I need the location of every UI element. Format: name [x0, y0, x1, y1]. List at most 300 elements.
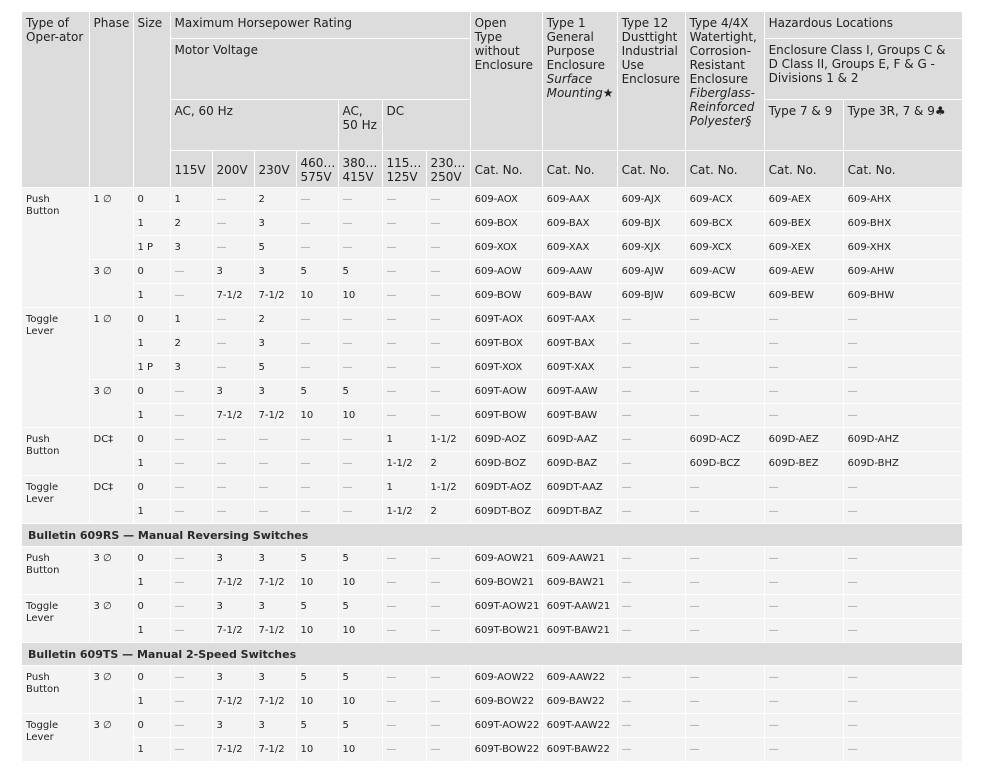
- cell-v200: 7-1/2: [212, 690, 254, 714]
- cell-v380: 5: [338, 260, 382, 284]
- section-header-row: [22, 524, 962, 547]
- cell-t79: —: [764, 404, 843, 428]
- cell-t12: —: [617, 332, 685, 356]
- cell-t4: 609D-BCZ: [685, 452, 764, 476]
- cell-t1: 609T-BAW: [542, 404, 617, 428]
- cell-t79: —: [764, 571, 843, 595]
- cell-v200: 3: [212, 547, 254, 571]
- cell-t3r: 609-XHX: [843, 236, 962, 260]
- cell-t4: —: [685, 666, 764, 690]
- cell-t1: 609T-BAX: [542, 332, 617, 356]
- cell-size: 1 P: [133, 236, 170, 260]
- header-type-of-operator: Type of Oper-ator: [22, 12, 89, 188]
- cell-open: 609-BOX: [470, 212, 542, 236]
- cell-dc230: —: [426, 260, 470, 284]
- cell-t4: —: [685, 356, 764, 380]
- cell-t1: 609T-XAX: [542, 356, 617, 380]
- cell-t3r: 609D-AHZ: [843, 428, 962, 452]
- table-row: [22, 188, 962, 212]
- cell-dc115: —: [382, 690, 426, 714]
- cell-t1: 609-AAW22: [542, 666, 617, 690]
- header-v460: 460… 575V: [296, 151, 338, 188]
- table-row: [22, 595, 962, 619]
- cell-v460: 10: [296, 690, 338, 714]
- cell-dc230: —: [426, 332, 470, 356]
- table-row: [22, 571, 962, 595]
- cell-open: 609T-BOW22: [470, 738, 542, 762]
- header-type4-sub: Fiberglass-Reinforced Polyester§: [689, 86, 755, 128]
- cell-t12: —: [617, 666, 685, 690]
- cell-dc230: —: [426, 356, 470, 380]
- cell-t79: —: [764, 690, 843, 714]
- cell-v380: —: [338, 236, 382, 260]
- table-row: [22, 690, 962, 714]
- cell-size: 1: [133, 690, 170, 714]
- cell-t3r: —: [843, 380, 962, 404]
- cell-open: 609DT-BOZ: [470, 500, 542, 524]
- cell-v460: —: [296, 452, 338, 476]
- cell-v380: —: [338, 308, 382, 332]
- cell-v380: —: [338, 476, 382, 500]
- cell-v460: 5: [296, 595, 338, 619]
- operator-type-cell: Toggle Lever: [22, 595, 89, 643]
- cell-v200: —: [212, 236, 254, 260]
- cell-v380: 10: [338, 284, 382, 308]
- cell-v460: —: [296, 500, 338, 524]
- cell-dc115: —: [382, 404, 426, 428]
- cell-v230: 3: [254, 380, 296, 404]
- header-type4-label: Type 4/4X Watertight, Corrosion-Resistant Enclosure: [689, 16, 757, 86]
- cell-v115: —: [170, 738, 212, 762]
- cell-t1: 609DT-AAZ: [542, 476, 617, 500]
- cell-t1: 609T-BAW21: [542, 619, 617, 643]
- cell-t79: —: [764, 714, 843, 738]
- phase-cell: 3 ∅: [89, 547, 133, 595]
- cell-t79: 609-AEX: [764, 188, 843, 212]
- cell-t4: —: [685, 738, 764, 762]
- cell-v380: 10: [338, 404, 382, 428]
- cell-dc230: —: [426, 666, 470, 690]
- cell-t3r: —: [843, 404, 962, 428]
- cell-open: 609D-BOZ: [470, 452, 542, 476]
- cell-v200: —: [212, 332, 254, 356]
- cell-t12: —: [617, 452, 685, 476]
- spec-table-body: [22, 188, 962, 762]
- cell-v380: —: [338, 500, 382, 524]
- cell-t79: —: [764, 380, 843, 404]
- cell-t3r: 609-BHW: [843, 284, 962, 308]
- cell-v115: —: [170, 476, 212, 500]
- cell-v230: 3: [254, 332, 296, 356]
- header-type1-label: Type 1 General Purpose Enclosure: [546, 16, 605, 72]
- cell-size: 0: [133, 714, 170, 738]
- table-row: [22, 308, 962, 332]
- cell-t12: 609-AJW: [617, 260, 685, 284]
- cell-t3r: 609-AHW: [843, 260, 962, 284]
- cell-open: 609DT-AOZ: [470, 476, 542, 500]
- header-dc: DC: [382, 100, 470, 151]
- cell-v115: —: [170, 428, 212, 452]
- cell-dc115: —: [382, 236, 426, 260]
- cell-size: 0: [133, 308, 170, 332]
- cell-t4: —: [685, 476, 764, 500]
- cell-v380: 10: [338, 619, 382, 643]
- cell-t79: 609-AEW: [764, 260, 843, 284]
- header-type1: [542, 12, 617, 151]
- header-size: Size: [133, 12, 170, 188]
- cell-dc230: —: [426, 690, 470, 714]
- cell-dc230: —: [426, 236, 470, 260]
- cell-v460: 10: [296, 404, 338, 428]
- cell-v380: 5: [338, 380, 382, 404]
- phase-cell: 3 ∅: [89, 260, 133, 308]
- header-type1-sub: Surface Mounting★: [546, 72, 614, 100]
- cell-dc115: —: [382, 547, 426, 571]
- cell-dc230: 1-1/2: [426, 428, 470, 452]
- cell-v115: —: [170, 714, 212, 738]
- cell-dc230: —: [426, 404, 470, 428]
- cell-t79: —: [764, 332, 843, 356]
- cell-t79: —: [764, 356, 843, 380]
- cell-t3r: —: [843, 571, 962, 595]
- cell-t79: —: [764, 308, 843, 332]
- cell-v200: —: [212, 188, 254, 212]
- cell-t3r: —: [843, 476, 962, 500]
- header-v380: 380… 415V: [338, 151, 382, 188]
- cell-v200: 3: [212, 666, 254, 690]
- cell-v380: 5: [338, 595, 382, 619]
- cell-t4: —: [685, 690, 764, 714]
- cell-size: 0: [133, 476, 170, 500]
- cell-v230: 3: [254, 212, 296, 236]
- cell-dc230: 2: [426, 452, 470, 476]
- cell-v230: —: [254, 476, 296, 500]
- cell-v460: —: [296, 476, 338, 500]
- cell-t4: 609-ACX: [685, 188, 764, 212]
- cell-t1: 609T-AAX: [542, 308, 617, 332]
- cell-v230: 5: [254, 236, 296, 260]
- cell-v200: —: [212, 308, 254, 332]
- section-title: Bulletin 609TS — Manual 2-Speed Switches: [22, 643, 962, 666]
- cell-t1: 609-BAW22: [542, 690, 617, 714]
- cell-t3r: —: [843, 738, 962, 762]
- cell-v460: 5: [296, 547, 338, 571]
- cell-dc230: —: [426, 547, 470, 571]
- cell-t4: 609-XCX: [685, 236, 764, 260]
- cell-t12: —: [617, 690, 685, 714]
- header-catno-open: Cat. No.: [470, 151, 542, 188]
- cell-v230: —: [254, 452, 296, 476]
- table-row: [22, 452, 962, 476]
- cell-t4: 609-BCW: [685, 284, 764, 308]
- phase-cell: 3 ∅: [89, 380, 133, 428]
- table-row: [22, 666, 962, 690]
- cell-t3r: —: [843, 595, 962, 619]
- cell-t79: —: [764, 595, 843, 619]
- header-v230dc: 230… 250V: [426, 151, 470, 188]
- cell-v115: —: [170, 380, 212, 404]
- header-type3r: Type 3R, 7 & 9♣: [843, 100, 962, 151]
- cell-t1: 609T-AAW21: [542, 595, 617, 619]
- cell-t4: —: [685, 547, 764, 571]
- header-catno-type79: Cat. No.: [764, 151, 843, 188]
- cell-open: 609T-BOW21: [470, 619, 542, 643]
- cell-open: 609-BOW22: [470, 690, 542, 714]
- cell-t4: 609-ACW: [685, 260, 764, 284]
- cell-t1: 609-AAX: [542, 188, 617, 212]
- cell-size: 1: [133, 212, 170, 236]
- cell-dc115: —: [382, 619, 426, 643]
- cell-v200: 3: [212, 595, 254, 619]
- cell-v230: 7-1/2: [254, 571, 296, 595]
- cell-v200: 7-1/2: [212, 284, 254, 308]
- cell-dc115: —: [382, 595, 426, 619]
- table-row: [22, 356, 962, 380]
- cell-t12: 609-BJW: [617, 284, 685, 308]
- cell-t3r: —: [843, 308, 962, 332]
- cell-v230: 3: [254, 666, 296, 690]
- cell-t79: —: [764, 547, 843, 571]
- section-header-row: [22, 643, 962, 666]
- cell-v230: 2: [254, 308, 296, 332]
- table-row: [22, 236, 962, 260]
- cell-t12: 609-AJX: [617, 188, 685, 212]
- cell-t12: —: [617, 547, 685, 571]
- table-row: [22, 738, 962, 762]
- cell-dc230: 2: [426, 500, 470, 524]
- cell-v230: 2: [254, 188, 296, 212]
- cell-open: 609-AOW21: [470, 547, 542, 571]
- cell-t79: 609D-BEZ: [764, 452, 843, 476]
- cell-v115: —: [170, 619, 212, 643]
- header-enclosure-class: Enclosure Class I, Groups C & D Class II, Groups E, F & G - Divisions 1 & 2: [764, 39, 962, 100]
- cell-open: 609-AOX: [470, 188, 542, 212]
- cell-size: 1: [133, 404, 170, 428]
- cell-dc115: —: [382, 284, 426, 308]
- operator-type-cell: Push Button: [22, 547, 89, 595]
- cell-v115: 1: [170, 308, 212, 332]
- cell-t3r: —: [843, 356, 962, 380]
- cell-t79: —: [764, 619, 843, 643]
- cell-v460: 5: [296, 714, 338, 738]
- cell-t1: 609T-BAW22: [542, 738, 617, 762]
- cell-v380: —: [338, 188, 382, 212]
- cell-open: 609D-AOZ: [470, 428, 542, 452]
- cell-size: 1: [133, 619, 170, 643]
- cell-v200: 3: [212, 260, 254, 284]
- header-v115: 115V: [170, 151, 212, 188]
- cell-t12: —: [617, 595, 685, 619]
- cell-v380: 5: [338, 714, 382, 738]
- cell-v380: —: [338, 332, 382, 356]
- cell-dc115: —: [382, 308, 426, 332]
- phase-cell: DC‡: [89, 476, 133, 524]
- cell-v200: 7-1/2: [212, 619, 254, 643]
- cell-v380: 5: [338, 666, 382, 690]
- header-phase: Phase: [89, 12, 133, 188]
- cell-v230: 7-1/2: [254, 284, 296, 308]
- cell-open: 609-BOW: [470, 284, 542, 308]
- cell-dc230: —: [426, 380, 470, 404]
- cell-open: 609-AOW22: [470, 666, 542, 690]
- header-v230: 230V: [254, 151, 296, 188]
- cell-size: 1: [133, 452, 170, 476]
- cell-v115: —: [170, 452, 212, 476]
- header-catno-type4: Cat. No.: [685, 151, 764, 188]
- cell-size: 1 P: [133, 356, 170, 380]
- cell-t79: —: [764, 500, 843, 524]
- cell-size: 1: [133, 738, 170, 762]
- cell-dc115: 1: [382, 476, 426, 500]
- cell-v230: 3: [254, 547, 296, 571]
- cell-size: 0: [133, 260, 170, 284]
- header-v115dc: 115… 125V: [382, 151, 426, 188]
- cell-t4: —: [685, 404, 764, 428]
- cell-v380: —: [338, 452, 382, 476]
- cell-size: 0: [133, 547, 170, 571]
- phase-cell: 3 ∅: [89, 595, 133, 643]
- cell-dc115: —: [382, 714, 426, 738]
- cell-t12: —: [617, 571, 685, 595]
- operator-type-cell: Push Button: [22, 428, 89, 476]
- cell-v200: —: [212, 356, 254, 380]
- operator-type-cell: Toggle Lever: [22, 308, 89, 428]
- cell-t3r: —: [843, 714, 962, 738]
- cell-t1: 609-BAX: [542, 212, 617, 236]
- operator-type-cell: Toggle Lever: [22, 714, 89, 762]
- cell-t4: —: [685, 380, 764, 404]
- cell-t4: —: [685, 308, 764, 332]
- table-row: [22, 380, 962, 404]
- cell-v115: —: [170, 666, 212, 690]
- cell-t12: —: [617, 476, 685, 500]
- cell-dc115: —: [382, 356, 426, 380]
- cell-size: 1: [133, 284, 170, 308]
- cell-t12: 609-BJX: [617, 212, 685, 236]
- header-catno-type1: Cat. No.: [542, 151, 617, 188]
- cell-t3r: —: [843, 619, 962, 643]
- cell-dc230: —: [426, 284, 470, 308]
- cell-v115: —: [170, 260, 212, 284]
- cell-t12: —: [617, 619, 685, 643]
- cell-t4: —: [685, 571, 764, 595]
- cell-size: 0: [133, 595, 170, 619]
- cell-v380: 10: [338, 690, 382, 714]
- cell-t12: —: [617, 428, 685, 452]
- cell-v380: —: [338, 212, 382, 236]
- header-max-hp: Maximum Horsepower Rating: [170, 12, 470, 39]
- cell-dc230: 1-1/2: [426, 476, 470, 500]
- table-row: [22, 332, 962, 356]
- cell-t3r: 609-BHX: [843, 212, 962, 236]
- cell-t3r: —: [843, 690, 962, 714]
- cell-v200: 3: [212, 380, 254, 404]
- cell-size: 0: [133, 428, 170, 452]
- cell-v460: —: [296, 308, 338, 332]
- spec-table-container: [22, 12, 962, 762]
- cell-v460: —: [296, 236, 338, 260]
- cell-t4: —: [685, 332, 764, 356]
- cell-v230: 7-1/2: [254, 619, 296, 643]
- cell-v460: 10: [296, 284, 338, 308]
- cell-v200: —: [212, 212, 254, 236]
- header-motor-voltage: Motor Voltage: [170, 39, 470, 100]
- cell-v200: —: [212, 500, 254, 524]
- cell-open: 609T-BOW: [470, 404, 542, 428]
- cell-size: 1: [133, 571, 170, 595]
- header-catno-type3r: Cat. No.: [843, 151, 962, 188]
- cell-v460: —: [296, 332, 338, 356]
- cell-t3r: 609D-BHZ: [843, 452, 962, 476]
- cell-v460: 10: [296, 738, 338, 762]
- cell-v230: 7-1/2: [254, 738, 296, 762]
- cell-t79: 609-BEX: [764, 212, 843, 236]
- cell-open: 609-AOW: [470, 260, 542, 284]
- cell-v115: —: [170, 547, 212, 571]
- cell-open: 609T-AOW22: [470, 714, 542, 738]
- cell-v200: 7-1/2: [212, 738, 254, 762]
- cell-size: 1: [133, 332, 170, 356]
- header-v200: 200V: [212, 151, 254, 188]
- cell-dc230: —: [426, 595, 470, 619]
- header-type79: Type 7 & 9: [764, 100, 843, 151]
- cell-v460: —: [296, 356, 338, 380]
- cell-v230: 7-1/2: [254, 690, 296, 714]
- cell-v115: —: [170, 571, 212, 595]
- cell-v460: 5: [296, 260, 338, 284]
- cell-t1: 609-BAW: [542, 284, 617, 308]
- cell-v380: —: [338, 356, 382, 380]
- cell-v230: —: [254, 500, 296, 524]
- cell-dc115: —: [382, 666, 426, 690]
- cell-v200: —: [212, 428, 254, 452]
- cell-v115: 1: [170, 188, 212, 212]
- table-row: [22, 404, 962, 428]
- cell-dc115: 1-1/2: [382, 452, 426, 476]
- cell-v115: 2: [170, 212, 212, 236]
- cell-t12: —: [617, 404, 685, 428]
- phase-cell: 3 ∅: [89, 714, 133, 762]
- cell-open: 609T-XOX: [470, 356, 542, 380]
- cell-t3r: —: [843, 332, 962, 356]
- cell-dc115: —: [382, 332, 426, 356]
- cell-t4: —: [685, 714, 764, 738]
- cell-v380: 10: [338, 571, 382, 595]
- phase-cell: DC‡: [89, 428, 133, 476]
- cell-t79: —: [764, 738, 843, 762]
- cell-t79: 609-XEX: [764, 236, 843, 260]
- cell-open: 609T-BOX: [470, 332, 542, 356]
- cell-t12: —: [617, 714, 685, 738]
- cell-t1: 609-AAW: [542, 260, 617, 284]
- cell-dc115: —: [382, 212, 426, 236]
- cell-v200: 7-1/2: [212, 571, 254, 595]
- table-row: [22, 714, 962, 738]
- section-title: Bulletin 609RS — Manual Reversing Switches: [22, 524, 962, 547]
- cell-t12: —: [617, 308, 685, 332]
- cell-v460: 5: [296, 380, 338, 404]
- cell-t4: 609-BCX: [685, 212, 764, 236]
- cell-t79: 609D-AEZ: [764, 428, 843, 452]
- cell-t1: 609-BAW21: [542, 571, 617, 595]
- cell-v460: —: [296, 188, 338, 212]
- cell-dc115: —: [382, 738, 426, 762]
- cell-open: 609-BOW21: [470, 571, 542, 595]
- phase-cell: 1 ∅: [89, 308, 133, 380]
- header-type4: [685, 12, 764, 151]
- cell-dc230: —: [426, 212, 470, 236]
- cell-dc115: 1: [382, 428, 426, 452]
